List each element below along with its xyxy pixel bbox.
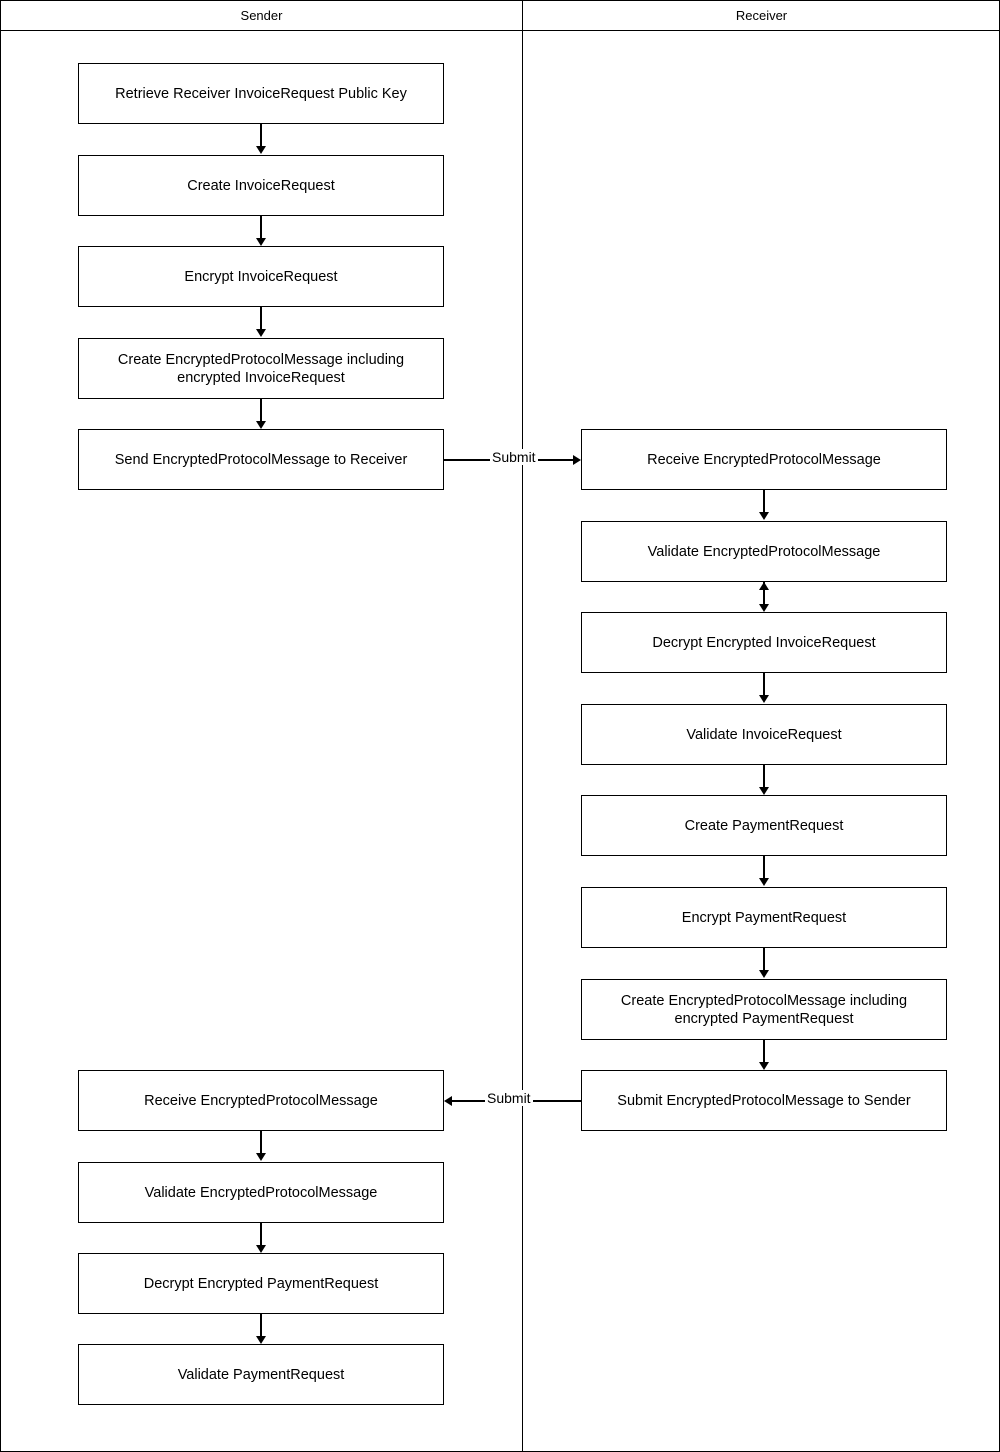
connector-r4-r5: [763, 765, 765, 788]
connector-s4-s5: [260, 399, 262, 422]
node-label: Encrypt InvoiceRequest: [184, 268, 338, 285]
node-label: Encrypt PaymentRequest: [681, 909, 847, 926]
node-receive-encryptedprotocolmessage-receiver[interactable]: [581, 429, 947, 490]
node-create-encryptedprotocolmessage-invoicerequest[interactable]: [78, 338, 444, 399]
node-send-encryptedprotocolmessage-to-receiver[interactable]: [78, 429, 444, 490]
node-receive-encryptedprotocolmessage-sender[interactable]: [78, 1070, 444, 1131]
arrowhead-s6-s7: [256, 1153, 266, 1161]
connector-s6-s7: [260, 1131, 262, 1154]
arrowhead-s8-s9: [256, 1336, 266, 1344]
arrowhead-s4-s5: [256, 421, 266, 429]
arrowhead-r6-r7: [759, 970, 769, 978]
connector-s2-s3: [260, 216, 262, 239]
edge-label-submit-to-sender: Submit: [487, 1090, 531, 1106]
node-label: Send EncryptedProtocolMessage to Receiver: [114, 451, 408, 468]
node-label: Decrypt Encrypted PaymentRequest: [143, 1275, 379, 1292]
arrowhead-r2-r3: [759, 604, 769, 612]
arrowhead-r2-r3-up: [759, 582, 769, 590]
node-retrieve-receiver-public-key[interactable]: [78, 63, 444, 124]
connector-s7-s8: [260, 1223, 262, 1246]
arrowhead-r1-r2: [759, 512, 769, 520]
connector-r7-r8: [763, 1040, 765, 1063]
arrowhead-submit-to-sender: [444, 1096, 452, 1106]
arrowhead-s1-s2: [256, 146, 266, 154]
node-label: Validate EncryptedProtocolMessage: [647, 543, 881, 560]
node-decrypt-encrypted-paymentrequest[interactable]: [78, 1253, 444, 1314]
node-label: Create InvoiceRequest: [187, 177, 335, 194]
node-validate-encryptedprotocolmessage-sender[interactable]: [78, 1162, 444, 1223]
node-label: Validate PaymentRequest: [177, 1366, 345, 1383]
node-create-encryptedprotocolmessage-paymentrequest[interactable]: [581, 979, 947, 1040]
arrowhead-r7-r8: [759, 1062, 769, 1070]
node-create-invoicerequest[interactable]: [78, 155, 444, 216]
node-validate-paymentrequest[interactable]: [78, 1344, 444, 1405]
node-label: Create EncryptedProtocolMessage including encrypted PaymentRequest: [620, 992, 908, 1027]
node-label: Create PaymentRequest: [684, 817, 844, 834]
node-create-paymentrequest[interactable]: [581, 795, 947, 856]
connector-r5-r6: [763, 856, 765, 879]
node-label: Decrypt Encrypted InvoiceRequest: [652, 634, 876, 651]
connector-s8-s9: [260, 1314, 262, 1337]
connector-s1-s2: [260, 124, 262, 147]
node-submit-encryptedprotocolmessage-to-sender[interactable]: [581, 1070, 947, 1131]
lane-title-sender: Sender: [240, 8, 283, 23]
lane-title-receiver: Receiver: [735, 8, 788, 23]
node-label: Create EncryptedProtocolMessage including encrypted InvoiceRequest: [117, 351, 405, 386]
edge-label-submit-to-receiver: Submit: [492, 449, 536, 465]
arrowhead-s2-s3: [256, 238, 266, 246]
node-validate-invoicerequest[interactable]: [581, 704, 947, 765]
node-encrypt-paymentrequest[interactable]: [581, 887, 947, 948]
connector-s3-s4: [260, 307, 262, 330]
node-label: Receive EncryptedProtocolMessage: [144, 1092, 378, 1109]
arrowhead-r3-r4: [759, 695, 769, 703]
node-label: Validate EncryptedProtocolMessage: [144, 1184, 378, 1201]
node-encrypt-invoicerequest[interactable]: [78, 246, 444, 307]
arrowhead-r4-r5: [759, 787, 769, 795]
connector-r6-r7: [763, 948, 765, 971]
node-label: Retrieve Receiver InvoiceRequest Public Key: [115, 85, 407, 102]
node-label: Submit EncryptedProtocolMessage to Sender: [617, 1092, 911, 1109]
lane-divider: [522, 1, 523, 1451]
arrowhead-r5-r6: [759, 878, 769, 886]
node-decrypt-encrypted-invoicerequest[interactable]: [581, 612, 947, 673]
node-label: Receive EncryptedProtocolMessage: [647, 451, 881, 468]
node-label: Validate InvoiceRequest: [686, 726, 842, 743]
connector-r1-r2: [763, 490, 765, 513]
node-validate-encryptedprotocolmessage-receiver[interactable]: [581, 521, 947, 582]
arrowhead-submit-to-receiver: [573, 455, 581, 465]
arrowhead-s7-s8: [256, 1245, 266, 1253]
connector-r3-r4: [763, 673, 765, 696]
arrowhead-s3-s4: [256, 329, 266, 337]
